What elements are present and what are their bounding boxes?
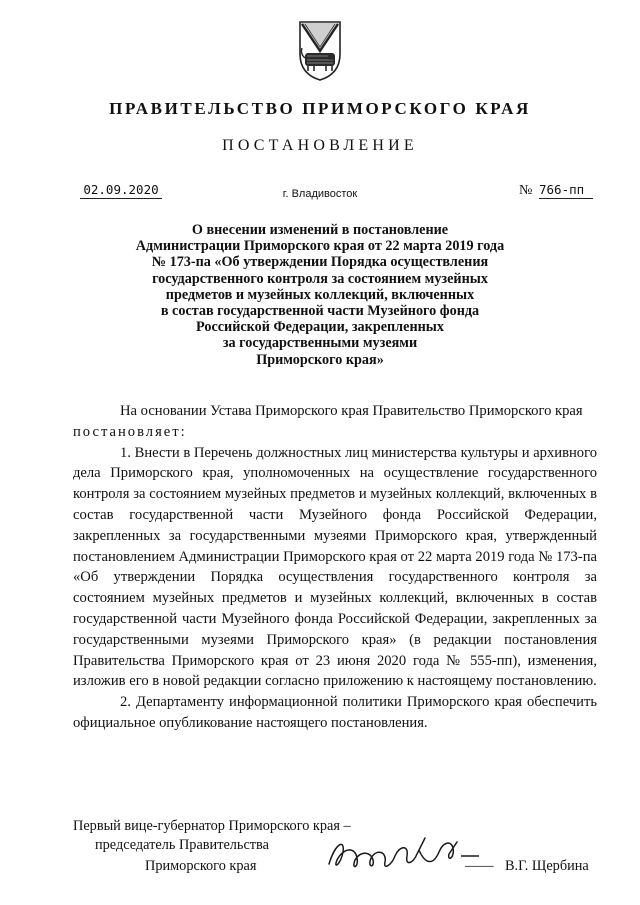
preamble-paragraph: На основании Устава Приморского края Правительство Приморского края xyxy=(120,403,583,419)
signature-dash: —— xyxy=(465,858,494,874)
signer-position-line-3: Приморского края xyxy=(145,858,257,874)
document-date: 02.09.2020 xyxy=(80,182,162,199)
heading-line: Приморского края» xyxy=(256,351,384,368)
signer-position-line-2: председатель Правительства xyxy=(95,837,269,853)
item-1-paragraph: 1. Внести в Перечень должностных лиц министерства культуры и архивного дела Приморского края, уполномоченных на осуществление государственного контроля за состоянием музейных предметов и музейных коллекций, включенных в состав государственной части Музейного фонда Российской Федерации, закрепленных за государственными музеями Приморского края, утвержденный постановлением Администрации Приморского края от 22 марта 2019 года № 173-па «Об утверждении Порядка осуществления государственного контроля за состоянием музейных предметов и музейных коллекций, включенных в состав государственной части Музейного фонда Российской Федерации, закрепленных за государственными музеями Приморского края» (в редакции постановления Правительства Приморского края от 23 июня 2020 года № 555-пп), изменения, изложив его в новой редакции согласно приложению к настоящему постановлению. xyxy=(73,444,597,690)
item-2-paragraph: 2. Департаменту информационной политики Приморского края обеспечить официальное опубликование настоящего постановления. xyxy=(73,694,597,731)
signer-name: В.Г. Щербина xyxy=(505,858,589,874)
heading-line: О внесении изменений в постановление xyxy=(191,222,449,238)
document-number xyxy=(519,181,597,201)
signature-block xyxy=(73,816,603,876)
document-type: ПОСТАНОВЛЕНИЕ xyxy=(222,137,418,154)
signer-position-line-1: Первый вице-губернатор Приморского края – xyxy=(73,818,351,834)
number-value: 766-пп xyxy=(539,182,593,199)
heading-line: в состав государственной части Музейного фонда xyxy=(160,303,480,320)
heading-line: Администрации Приморского края от 22 марта 2019 года xyxy=(135,238,505,255)
heading-line: № 173-па «Об утверждении Порядка осуществления xyxy=(151,254,489,271)
heading-line: за государственными музеями xyxy=(222,335,418,352)
document-body xyxy=(73,401,597,734)
heading-line: Российской Федерации, закрепленных xyxy=(196,319,444,336)
resolves-word: постановляет: xyxy=(73,423,187,440)
issue-city: г. Владивосток xyxy=(282,188,358,200)
government-name: ПРАВИТЕЛЬСТВО ПРИМОРСКОГО КРАЯ xyxy=(109,99,531,118)
coat-of-arms-tiger-icon xyxy=(296,20,344,82)
number-sign: № xyxy=(519,183,533,198)
document-heading xyxy=(90,222,550,368)
heading-line: государственного контроля за состоянием музейных xyxy=(152,270,488,287)
heading-line: предметов и музейных коллекций, включенных xyxy=(165,286,475,303)
